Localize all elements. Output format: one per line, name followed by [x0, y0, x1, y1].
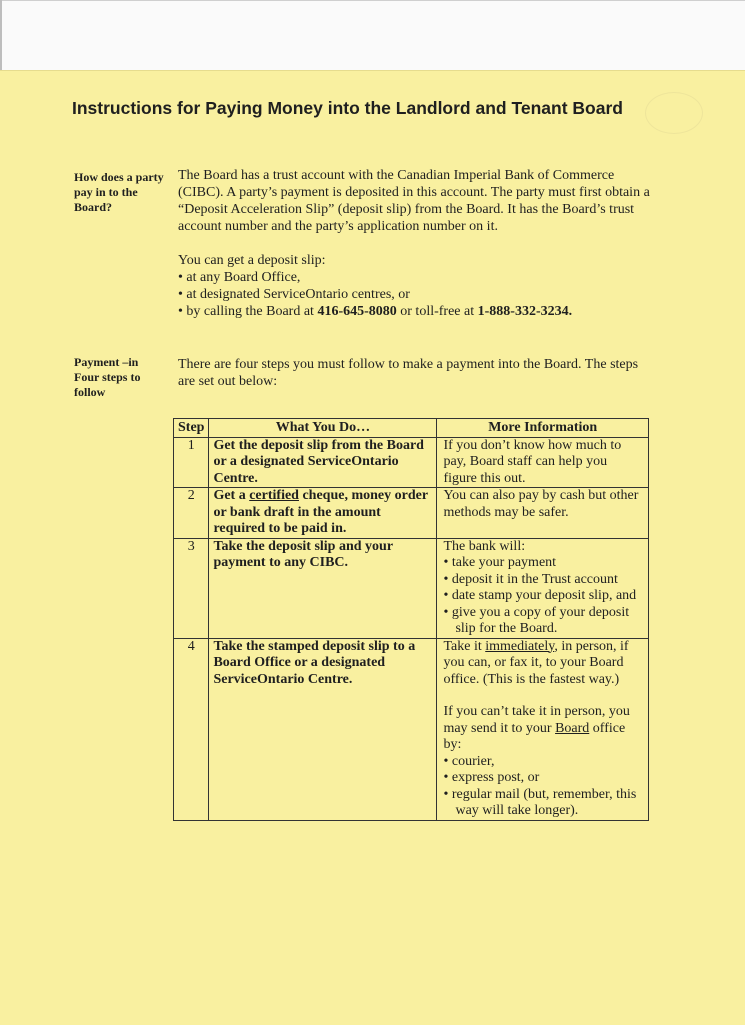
list-item: • at any Board Office, — [178, 269, 658, 286]
table-row — [174, 638, 649, 820]
info-text: Take it — [443, 638, 486, 654]
step-number: 2 — [174, 488, 209, 539]
trust-account-paragraph: The Board has a trust account with the Canadian Imperial Bank of Commerce (CIBC). A party’s payment is deposited in this account. The party must first obtain a “Deposit Acceleration Slip” (deposit slip) from the Board. It has the Board’s trust account number and the party’s application number on it. — [178, 168, 650, 234]
take-immediately-paragraph — [443, 639, 644, 689]
step-number: 3 — [174, 538, 209, 638]
steps-table — [173, 418, 649, 821]
certified-underlined: certified — [249, 488, 299, 503]
send-by-paragraph — [443, 704, 644, 754]
section-how-to-pay — [178, 167, 658, 320]
table-row — [174, 538, 649, 638]
header-step: Step — [174, 419, 209, 438]
list-item: • express post, or — [443, 770, 644, 787]
list-item: • deposit it in the Trust account — [443, 572, 644, 589]
header-what-you-do: What You Do… — [209, 419, 437, 438]
call-text-mid: or toll-free at — [396, 304, 478, 319]
list-item: • date stamp your deposit slip, and — [443, 588, 644, 605]
call-text-end: . — [568, 304, 573, 319]
step-action-text: Get a — [213, 488, 250, 503]
board-underlined: Board — [555, 720, 590, 736]
section-four-steps — [178, 356, 648, 390]
section-label-how-to-pay: How does a party pay in to the Board? — [74, 170, 164, 214]
table-header-row — [174, 419, 649, 438]
step-action: Take the deposit slip and your payment to any CIBC. — [209, 538, 437, 638]
bank-actions-list — [443, 555, 644, 638]
info-text: , in person, if you can, or fax it, to your Board office. (This is the fastest way.) — [443, 638, 629, 687]
info-text: office by: — [443, 720, 626, 752]
step-action — [209, 488, 437, 539]
step-info: If you don’t know how much to pay, Board staff can help you figure this out. — [437, 437, 649, 488]
call-text: by calling the Board at — [186, 304, 318, 319]
list-item — [178, 303, 658, 320]
deposit-slip-locations-list — [178, 269, 658, 320]
section-label-four-steps: Payment –in Four steps to follow — [74, 355, 141, 399]
page-title: Instructions for Paying Money into the Landlord and Tenant Board — [72, 98, 623, 118]
step-info: You can also pay by cash but other methods may be safer. — [437, 488, 649, 539]
bank-will-intro: The bank will: — [443, 538, 526, 554]
header-more-information: More Information — [437, 419, 649, 438]
phone-tollfree: 1-888-332-3234 — [477, 304, 569, 319]
table-row — [174, 437, 649, 488]
step-number: 4 — [174, 638, 209, 820]
table-row — [174, 488, 649, 539]
page-top-edge — [0, 0, 745, 1]
step-number: 1 — [174, 437, 209, 488]
info-text: If you can’t take it in person, you may send it to your — [443, 704, 630, 736]
step-info — [437, 538, 649, 638]
list-item: • take your payment — [443, 555, 644, 572]
step-action: Get the deposit slip from the Board or a designated ServiceOntario Centre. — [209, 437, 437, 488]
delivery-methods-list — [443, 754, 644, 820]
phone-local: 416-645-8080 — [317, 304, 397, 319]
step-action: Take the stamped deposit slip to a Board Office or a designated ServiceOntario Centre. — [209, 638, 437, 820]
list-item: • at designated ServiceOntario centres, or — [178, 286, 658, 303]
deposit-slip-intro: You can get a deposit slip: — [178, 253, 326, 268]
four-steps-paragraph: There are four steps you must follow to make a payment into the Board. The steps are set out below: — [178, 357, 639, 389]
immediately-underlined: immediately — [485, 638, 555, 654]
step-action-text: cheque, money order or bank draft in the amount required to be paid in. — [213, 488, 428, 536]
list-item: • courier, — [443, 754, 644, 771]
list-item: • give you a copy of your deposit slip for the Board. — [443, 605, 644, 638]
step-info — [437, 638, 649, 820]
list-item: • regular mail (but, remember, this way will take longer). — [443, 787, 644, 820]
